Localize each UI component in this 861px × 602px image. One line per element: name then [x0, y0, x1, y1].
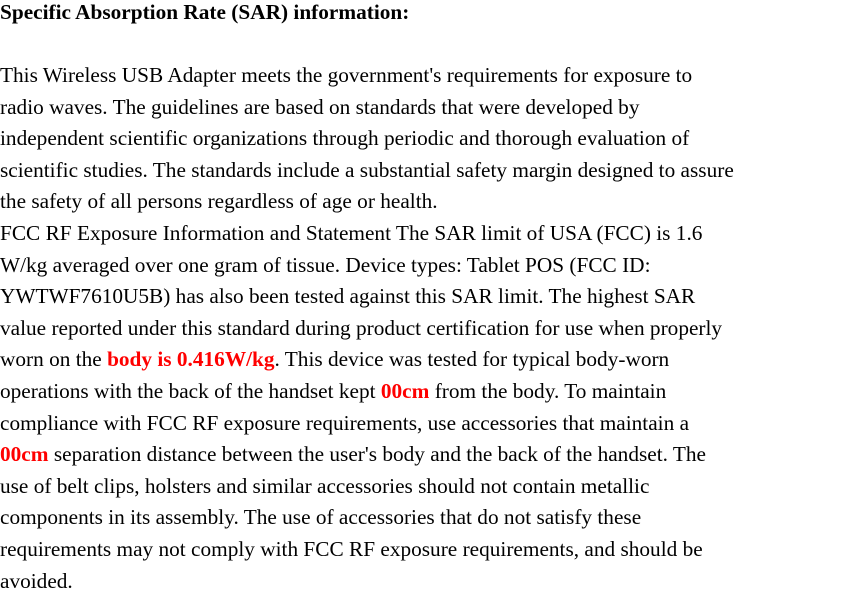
body-text: worn on the	[0, 347, 108, 372]
body-line: requirements may not comply with FCC RF exposure requirements, and should be	[0, 537, 703, 561]
sar-value-highlight: body is 0.416W/kg	[107, 347, 275, 372]
body-text: from the body. To maintain	[429, 379, 667, 403]
body-line: compliance with FCC RF exposure requirements, use accessories that maintain a	[0, 410, 690, 435]
body-text: . This device was tested for typical body-worn	[274, 347, 670, 372]
body-line: components in its assembly. The use of accessories that do not satisfy these	[0, 505, 642, 530]
body-line	[0, 376, 666, 408]
body-line	[0, 439, 706, 471]
body-line: avoided.	[0, 568, 73, 593]
distance-highlight: 00cm	[380, 379, 430, 403]
body-text: separation distance between the user's body and the back of the handset. The	[48, 442, 707, 467]
body-line: W/kg averaged over one gram of tissue. Device types: Tablet POS (FCC ID:	[0, 252, 651, 277]
section-title: Specific Absorption Rate (SAR) information:	[0, 0, 410, 24]
body-line	[0, 344, 669, 376]
body-line: value reported under this standard during product certification for use when properly	[0, 315, 723, 340]
body-line: FCC RF Exposure Information and Statement The SAR limit of USA (FCC) is 1.6	[0, 221, 703, 245]
body-line: the safety of all persons regardless of age or health.	[0, 189, 438, 214]
body-line: scientific studies. The standards include a substantial safety margin designed to assure	[0, 157, 734, 182]
body-line: use of belt clips, holsters and similar accessories should not contain metallic	[0, 473, 650, 498]
body-line: radio waves. The guidelines are based on standards that were developed by	[0, 94, 640, 119]
body-line: independent scientific organizations through periodic and thorough evaluation of	[0, 126, 690, 151]
body-text: operations with the back of the handset kept	[0, 379, 381, 403]
body-line: YWTWF7610U5B) has also been tested against this SAR limit. The highest SAR	[0, 284, 696, 309]
body-line: This Wireless USB Adapter meets the government's requirements for exposure to	[0, 63, 693, 87]
distance-highlight: 00cm	[0, 442, 49, 467]
